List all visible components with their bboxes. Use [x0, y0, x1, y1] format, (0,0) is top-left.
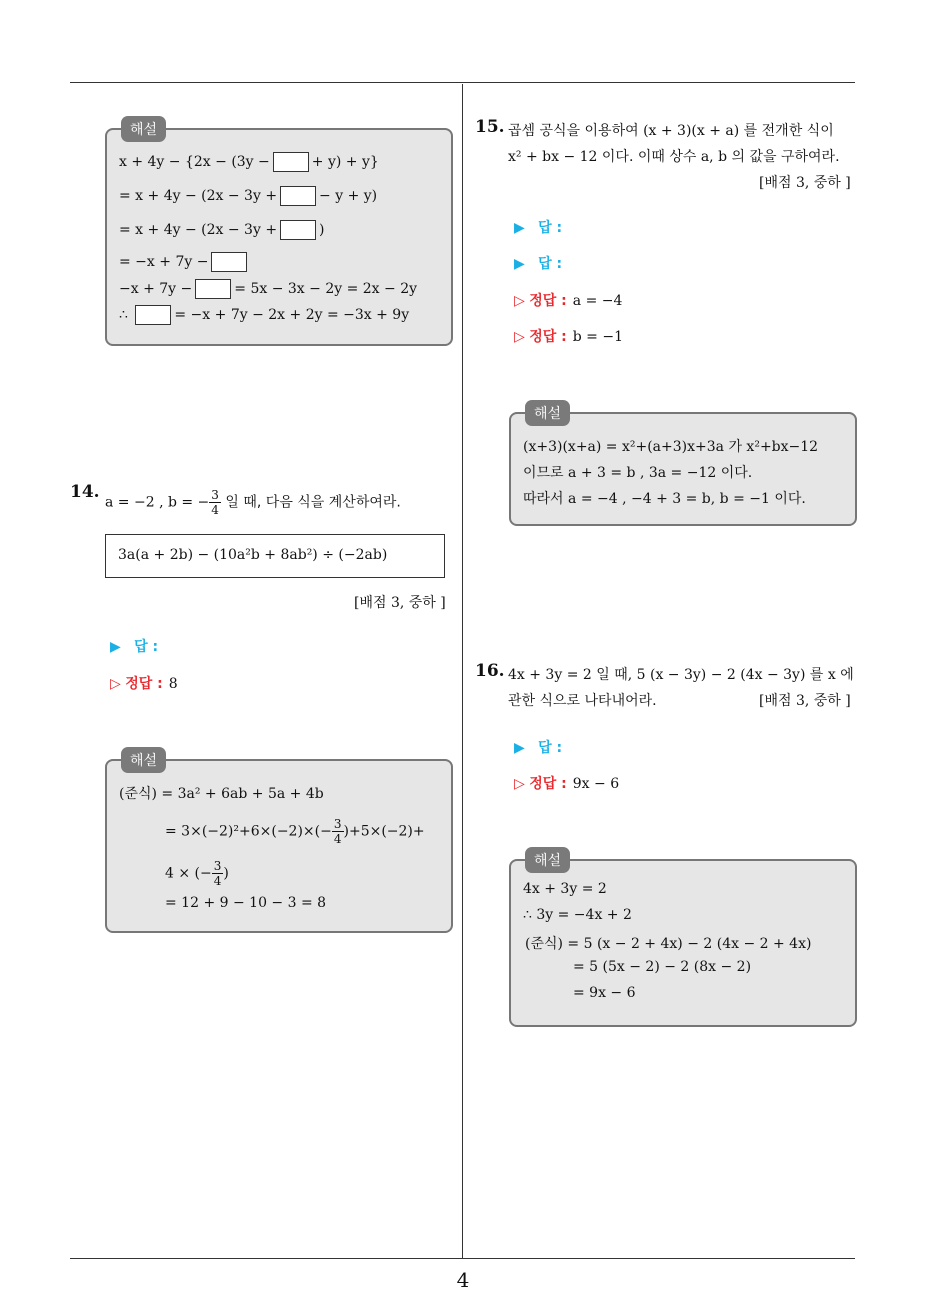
score-label: [배점 3, 중하 ]: [354, 595, 446, 611]
correct-answer: ▷ 정답 : 9x − 6: [514, 776, 620, 792]
blank-box: [280, 220, 316, 240]
solution-line: −x + 7y − = 5x − 3x − 2y = 2x − 2y: [119, 281, 418, 297]
question-text: 관한 식으로 나타내어라.: [508, 693, 657, 709]
answer-blank: ▶ 답 :: [514, 740, 563, 756]
solution-line: = 5 (5x − 2) − 2 (8x − 2): [573, 959, 752, 975]
blank-box: [195, 279, 231, 299]
solution-line: 따라서 a = −4 , −4 + 3 = b, b = −1 이다.: [523, 491, 806, 507]
q16-solution-box: [509, 853, 857, 1027]
fraction: $\frac{3}{4}$: [213, 859, 222, 888]
answer-blank: ▶ 답 :: [110, 639, 159, 655]
solution-line: ∴ 3y = −4x + 2: [523, 907, 632, 923]
q13-solution-box: [105, 122, 453, 346]
solution-line: = −x + 7y −: [119, 252, 250, 272]
bottom-rule: [70, 1258, 855, 1259]
score-label: [배점 3, 중하 ]: [759, 693, 851, 709]
solution-line: = x + 4y − (2x − 3y + − y + y): [119, 188, 378, 204]
fraction: $\frac{3}{4}$: [211, 488, 219, 517]
blank-box: [211, 252, 247, 272]
solution-line: = 9x − 6: [573, 985, 636, 1001]
question-number: 14.: [70, 482, 100, 502]
correct-answer: ▷ 정답 : b = −1: [514, 329, 623, 345]
question-text: a = −2 , b = − $\frac{3}{4}$ 일 때, 다음 식을 계산하여라.: [105, 488, 401, 517]
solution-line: 4 × (− $\frac{3}{4}$ ): [165, 859, 229, 888]
solution-tag: 해설: [525, 400, 570, 426]
solution-line: ∴ = −x + 7y − 2x + 2y = −3x + 9y: [119, 307, 410, 323]
q14-solution-box: [105, 753, 453, 933]
solution-line: = 12 + 9 − 10 − 3 = 8: [165, 895, 327, 911]
answer-blank: ▶ 답 :: [514, 256, 563, 272]
solution-line: (x+3)(x+a) = x²+(a+3)x+3a 가 x²+bx−12: [523, 439, 819, 455]
solution-tag: 해설: [121, 747, 166, 773]
fraction: $\frac{3}{4}$: [333, 817, 342, 846]
solution-line: (준식) = 3a² + 6ab + 5a + 4b: [119, 786, 324, 802]
solution-line: = x + 4y − (2x − 3y + ): [119, 222, 325, 238]
q15-solution-box: [509, 406, 857, 526]
question-text: 4x + 3y = 2 일 때, 5 (x − 3y) − 2 (4x − 3y) 를 x 에: [508, 667, 854, 683]
question-number: 16.: [475, 661, 505, 681]
blank-box: [280, 186, 316, 206]
blank-box: [273, 152, 309, 172]
expression-frame: 3a(a + 2b) − (10a²b + 8ab²) ÷ (−2ab): [105, 534, 445, 578]
solution-line: (준식) = 5 (x − 2 + 4x) − 2 (4x − 2 + 4x): [525, 936, 812, 952]
solution-line: x + 4y − {2x − (3y − + y) + y}: [119, 154, 379, 170]
question-text: x² + bx − 12 이다. 이때 상수 a, b 의 값을 구하여라.: [508, 149, 840, 165]
correct-answer: ▷ 정답 : a = −4: [514, 293, 623, 309]
answer-blank: ▶ 답 :: [514, 220, 563, 236]
solution-tag: 해설: [121, 116, 166, 142]
question-text: 곱셈 공식을 이용하여 (x + 3)(x + a) 를 전개한 식이: [508, 123, 834, 139]
blank-box: [135, 305, 171, 325]
question-number: 15.: [475, 117, 505, 137]
page-number: 4: [456, 1268, 470, 1292]
solution-line: = 3×(−2)²+6×(−2)×(− $\frac{3}{4}$ )+5×(−2)+: [165, 817, 425, 846]
score-label: [배점 3, 중하 ]: [759, 175, 851, 191]
correct-answer: ▷ 정답 : 8: [110, 676, 178, 692]
top-rule: [70, 82, 855, 83]
solution-line: 4x + 3y = 2: [523, 881, 607, 897]
column-divider: [462, 84, 463, 1258]
solution-tag: 해설: [525, 847, 570, 873]
solution-line: 이므로 a + 3 = b , 3a = −12 이다.: [523, 465, 753, 481]
